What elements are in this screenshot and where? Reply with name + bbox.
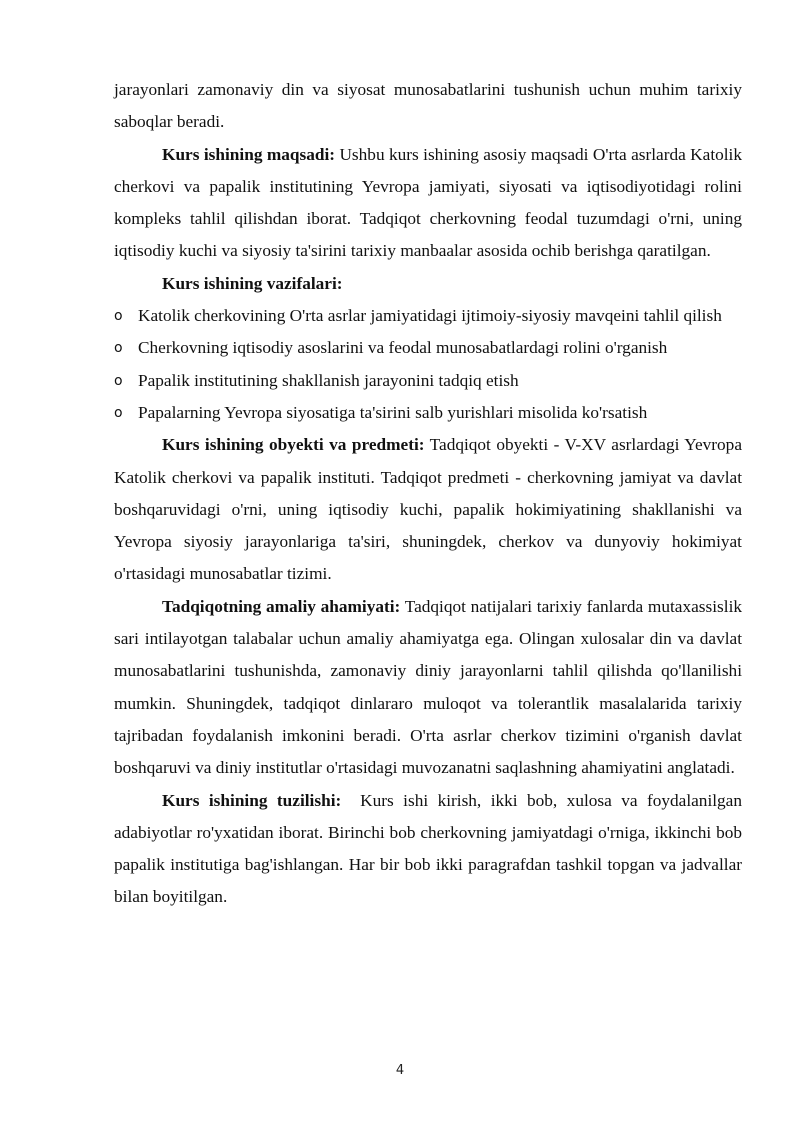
list-item [114,300,742,332]
structure-text: Kurs ishi kirish, ikki bob, xulosa va foydalanilgan adabiyotlar ro'yxatidan iborat. Birinchi bob cherkovning jamiyatdagi o'rniga, ikkinchi bob papalik institutiga bag'ishlangan. Har bir bob ikki paragrafdan tashkil topgan va jadvallar bilan boyitilgan. [114,790,747,907]
list-item-text: Papalarning Yevropa siyosatiga ta'sirini salb yurishlari misolida ko'rsatish [138,402,648,422]
list-item-text: Katolik cherkovining O'rta asrlar jamiyatidagi ijtimoiy-siyosiy mavqeini tahlil qilish [138,306,722,326]
goal-heading: Kurs ishining maqsadi: [162,144,336,164]
page-number: 4 [395,1063,405,1078]
structure-heading: Kurs ishining tuzilishi: [162,790,342,810]
structure-paragraph [114,785,747,914]
list-item [114,332,742,364]
intro-paragraph: jarayonlari zamonaviy din va siyosat munosabatlarini tushunish uchun muhim tarixiy saboqlar beradi. [114,80,742,132]
bullet-icon: o [114,340,123,357]
page-content [114,74,747,914]
bullet-icon: o [114,404,123,421]
significance-heading: Tadqiqotning amaliy ahamiyati: [162,596,401,616]
tasks-heading: Kurs ishining vazifalari: [162,273,343,293]
tasks-list [114,300,742,429]
object-heading: Kurs ishining obyekti va predmeti: [162,435,425,455]
goal-text: Ushbu kurs ishining asosiy maqsadi O'rta asrlarda Katolik cherkovi va papalik institutining Yevropa jamiyati, siyosati va iqtisodiyotidagi rolini kompleks tahlil qilishdan iborat. Tadqiqot cherkovning feodal tuzumdagi o'rni, uning iqtisodiy kuchi va siyosiy ta'sirini tarixiy manbaalar asosida ochib berishga qaratilgan. [114,144,743,261]
goal-paragraph [114,139,742,268]
significance-text: Tadqiqot natijalari tarixiy fanlarda mutaxassislik sari intilayotgan talabalar uchun amaliy ahamiyatga ega. Olingan xulosalar din va davlat munosabatlarini tushunishda, zamonaviy diniy jarayonlarni tahlil qilishda qo'llanilishi mumkin. Shuningdek, tadqiqot dinlararo muloqot va tolerantlik masalalarida tarixiy tajribadan foydalanish imkonini beradi. O'rta asrlar cherkov tizimini o'rganish davlat boshqaruvi va diniy institutlar o'rtasidagi muvozanatni saqlashning ahamiyatini anglatadi. [114,596,743,778]
list-item [114,365,742,397]
tasks-heading-paragraph [114,268,742,300]
object-paragraph [114,429,742,590]
list-item [114,397,742,429]
bullet-icon: o [114,308,123,325]
list-item-text: Papalik institutining shakllanish jarayonini tadqiq etish [138,370,519,390]
list-item-text: Cherkovning iqtisodiy asoslarini va feodal munosabatlardagi rolini o'rganish [138,338,668,358]
bullet-icon: o [114,372,123,389]
significance-paragraph [114,591,742,785]
object-text: Tadqiqot obyekti - V-XV asrlardagi Yevropa Katolik cherkovi va papalik instituti. Tadqiqot predmeti - cherkovning jamiyat va davlat boshqaruvidagi o'rni, uning iqtisodiy kuchi, papalik hokimiyatining shakllanishi va Yevropa siyosiy jarayonlariga ta'siri, shuningdek, cherkov va dunyoviy hokimiyat o'rtasidagi munosabatlar tizimi. [114,435,742,584]
